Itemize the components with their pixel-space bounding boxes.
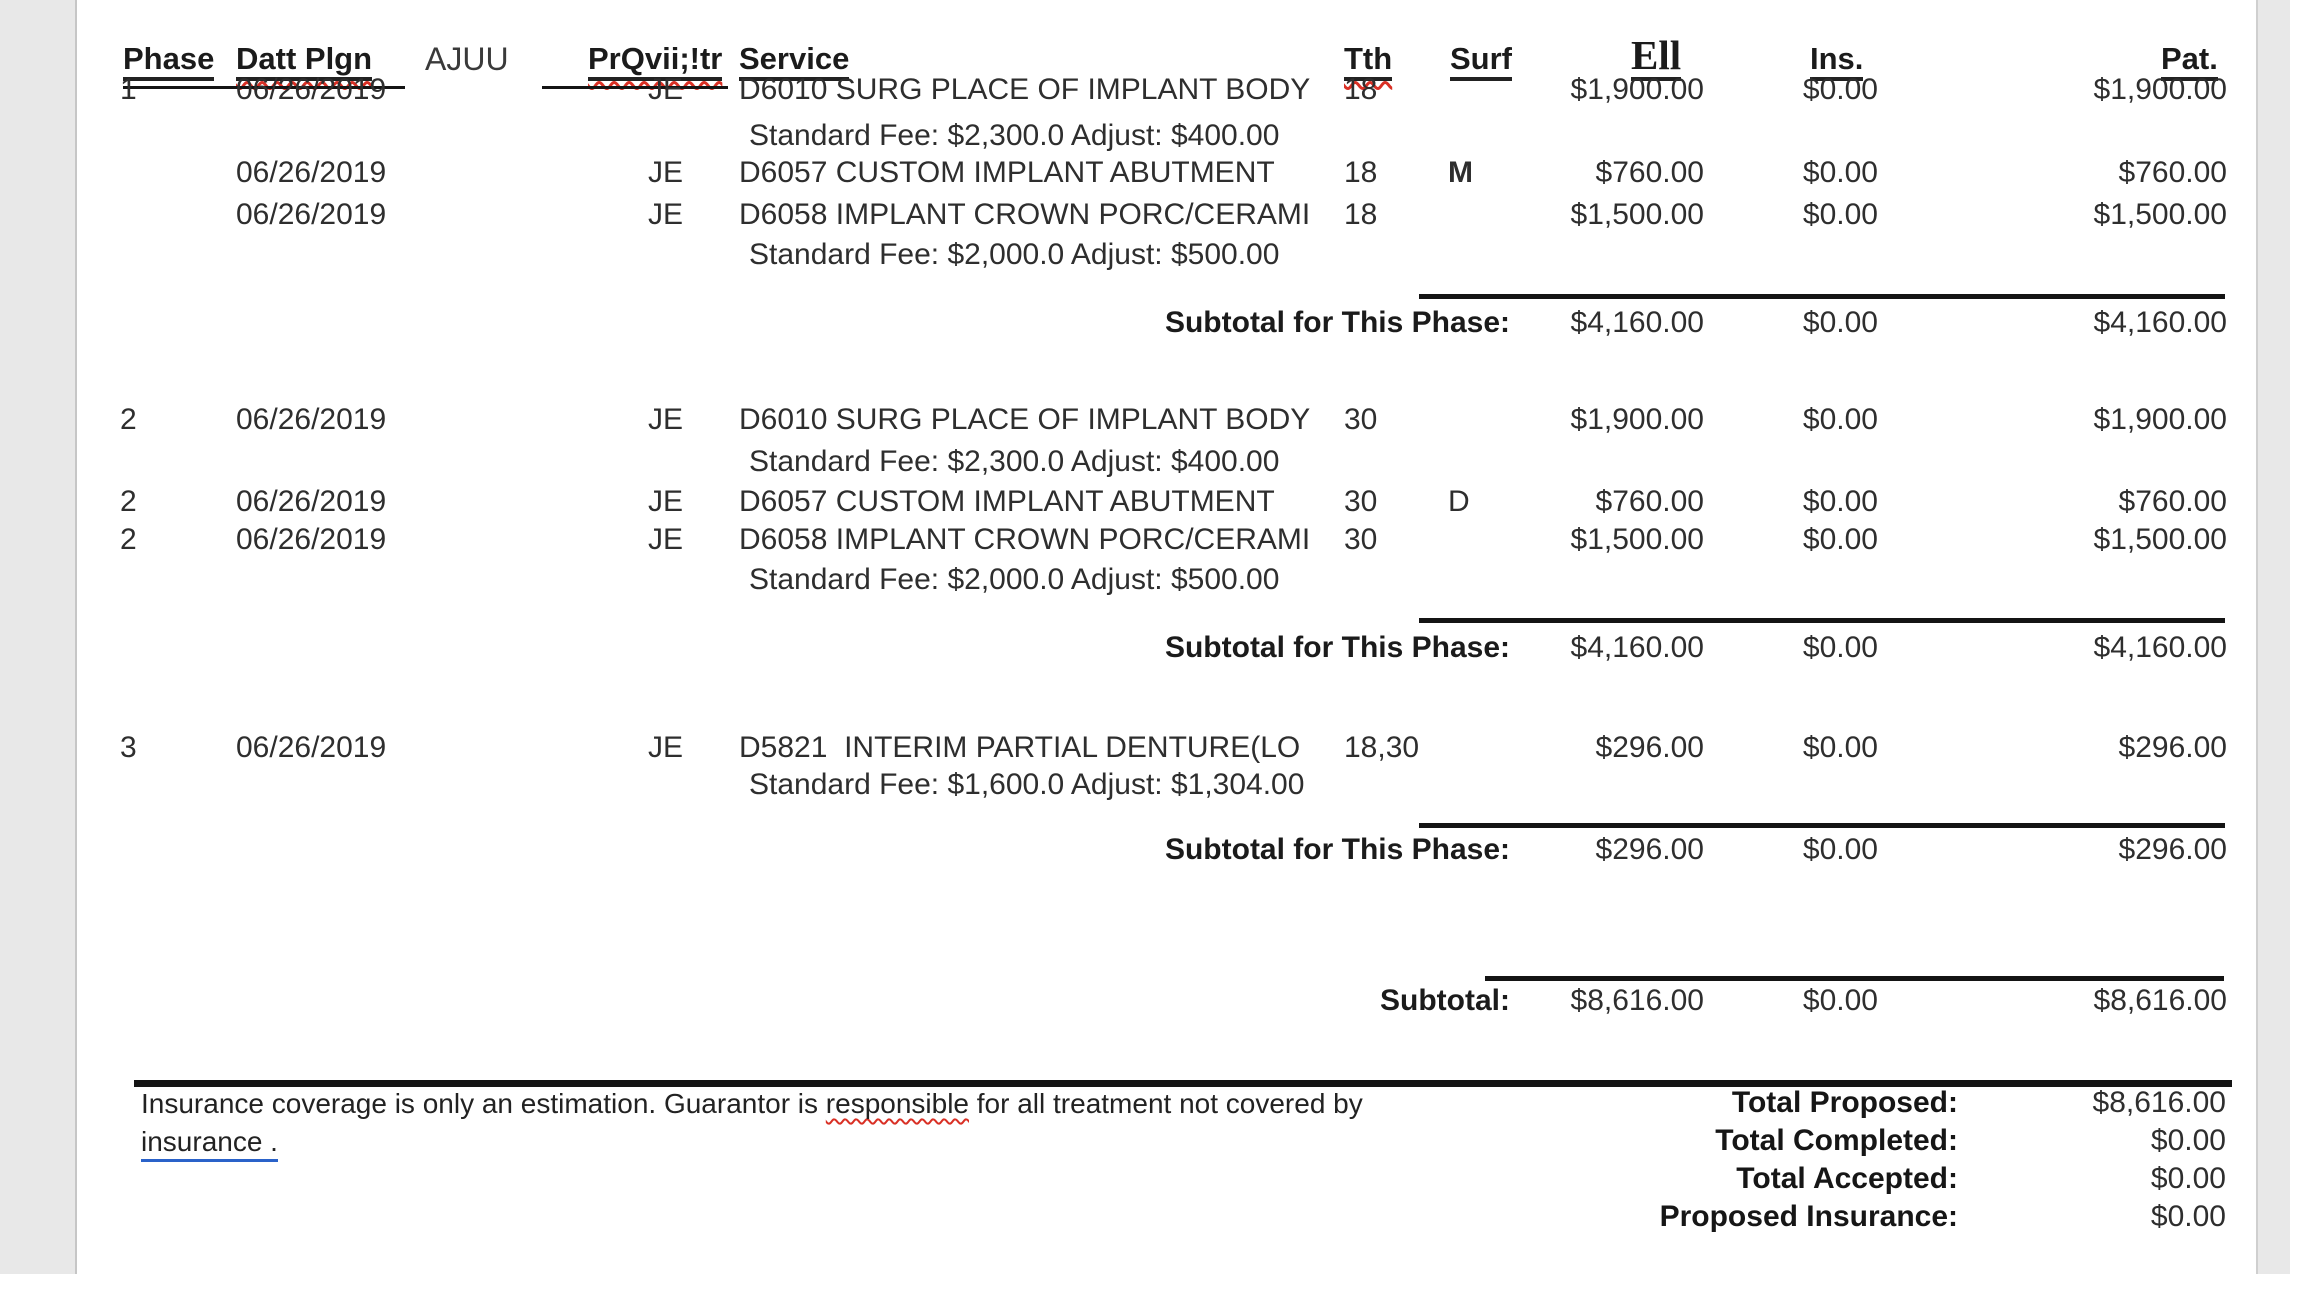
insurance-link[interactable]: insurance . — [141, 1126, 278, 1162]
phase-subtotal-label: Subtotal for This Phase: — [1164, 306, 1510, 339]
col-header-fee: Ell — [1631, 36, 1681, 81]
row-provider: JE — [648, 731, 684, 764]
grand-subtotal-label: Subtotal: — [1380, 984, 1510, 1017]
grand-subtotal-row — [0, 982, 2304, 1024]
total-proposed-label: Total Proposed: — [1731, 1086, 1958, 1119]
disclaimer-line-2 — [141, 1125, 278, 1159]
phase-subtotal-rule — [1419, 823, 2225, 828]
row-date: 06/26/2019 — [236, 523, 387, 556]
disclaimer-line-1 — [141, 1087, 1363, 1121]
row-surface: D — [1448, 485, 1470, 518]
row-tooth: 18,30 — [1344, 731, 1420, 764]
row-patient: $1,900.00 — [2093, 73, 2227, 106]
row-patient: $760.00 — [2118, 485, 2227, 518]
row-surface: M — [1448, 156, 1473, 189]
row-provider: JE — [648, 198, 684, 231]
row-fee: $1,500.00 — [1570, 523, 1704, 556]
phase-subtotal-patient: $296.00 — [2118, 833, 2227, 866]
row-tooth: 30 — [1344, 523, 1378, 556]
col-header-insurance: Ins. — [1810, 44, 1863, 81]
fee-note-row — [0, 117, 2304, 159]
row-phase-number: 2 — [120, 403, 137, 436]
phase-subtotal-fee: $296.00 — [1595, 833, 1704, 866]
col-header-tooth: Tth — [1344, 44, 1392, 81]
row-patient: $1,500.00 — [2093, 523, 2227, 556]
col-header-surface: Surf — [1450, 44, 1512, 81]
row-tooth: 30 — [1344, 485, 1378, 518]
total-proposed-value: $8,616.00 — [2092, 1086, 2226, 1119]
row-tooth: 18 — [1344, 156, 1378, 189]
phase-subtotal-patient: $4,160.00 — [2093, 306, 2227, 339]
col-header-date-plan: Datt Plgn — [236, 44, 372, 81]
row-provider: JE — [648, 485, 684, 518]
row-date: 06/26/2019 — [236, 73, 387, 106]
row-date: 06/26/2019 — [236, 156, 387, 189]
row-patient: $1,500.00 — [2093, 198, 2227, 231]
standard-fee-note: Standard Fee: $2,000.0 Adjust: $500.00 — [749, 563, 1280, 596]
fee-note-row — [0, 443, 2304, 485]
row-service: D5821 INTERIM PARTIAL DENTURE(LO — [739, 731, 1301, 764]
total-accepted-value: $0.00 — [2150, 1162, 2226, 1195]
standard-fee-note: Standard Fee: $2,000.0 Adjust: $500.00 — [749, 238, 1280, 271]
row-phase-number: 1 — [120, 73, 137, 106]
phase-subtotal-fee: $4,160.00 — [1570, 306, 1704, 339]
row-service: D6058 IMPLANT CROWN PORC/CERAMI — [739, 523, 1311, 556]
row-fee: $760.00 — [1595, 485, 1704, 518]
standard-fee-note: Standard Fee: $1,600.0 Adjust: $1,304.00 — [749, 768, 1305, 801]
row-insurance: $0.00 — [1802, 731, 1878, 764]
row-service: D6057 CUSTOM IMPLANT ABUTMENT — [739, 156, 1275, 189]
total-completed-label: Total Completed: — [1715, 1124, 1958, 1157]
row-fee: $1,900.00 — [1570, 403, 1704, 436]
row-insurance: $0.00 — [1802, 73, 1878, 106]
row-insurance: $0.00 — [1802, 403, 1878, 436]
phase-subtotal-row — [0, 831, 2304, 873]
row-provider: JE — [648, 523, 684, 556]
row-service: D6057 CUSTOM IMPLANT ABUTMENT — [739, 485, 1275, 518]
standard-fee-note: Standard Fee: $2,300.0 Adjust: $400.00 — [749, 119, 1280, 152]
row-insurance: $0.00 — [1802, 523, 1878, 556]
col-header-patient: Pat. — [2161, 44, 2218, 81]
treatment-row — [0, 401, 2304, 443]
treatment-row — [0, 729, 2304, 771]
phase-subtotal-insurance: $0.00 — [1802, 306, 1878, 339]
proposed-insurance-label: Proposed Insurance: — [1659, 1200, 1958, 1233]
row-date: 06/26/2019 — [236, 731, 387, 764]
row-service: D6010 SURG PLACE OF IMPLANT BODY — [739, 403, 1311, 436]
row-phase-number: 3 — [120, 731, 137, 764]
disclaimer-text: for all treatment not covered by — [969, 1088, 1363, 1119]
fee-note-row — [0, 561, 2304, 603]
row-provider: JE — [648, 156, 684, 189]
phase-subtotal-row — [0, 304, 2304, 346]
row-fee: $760.00 — [1595, 156, 1704, 189]
phase-subtotal-rule — [1419, 294, 2225, 299]
row-insurance: $0.00 — [1802, 485, 1878, 518]
phase-subtotal-fee: $4,160.00 — [1570, 631, 1704, 664]
phase-subtotal-row — [0, 629, 2304, 671]
row-patient: $1,900.00 — [2093, 403, 2227, 436]
col-header-provider: PrQvii;!tr — [588, 44, 722, 81]
grand-subtotal-rule — [1485, 976, 2224, 981]
misspelled-word: responsible — [825, 1088, 969, 1119]
row-patient: $760.00 — [2118, 156, 2227, 189]
total-completed-value: $0.00 — [2150, 1124, 2226, 1157]
row-fee: $1,500.00 — [1570, 198, 1704, 231]
row-phase-number: 2 — [120, 485, 137, 518]
total-accepted-label: Total Accepted: — [1736, 1162, 1958, 1195]
proposed-insurance-value: $0.00 — [2150, 1200, 2226, 1233]
col-header-phase: Phase — [123, 44, 214, 81]
phase-subtotal-rule — [1419, 618, 2225, 623]
treatment-row — [0, 483, 2304, 525]
phase-subtotal-patient: $4,160.00 — [2093, 631, 2227, 664]
row-insurance: $0.00 — [1802, 156, 1878, 189]
row-provider: JE — [648, 73, 684, 106]
col-header-service: Service — [739, 44, 849, 81]
fee-note-row — [0, 236, 2304, 278]
row-provider: JE — [648, 403, 684, 436]
row-service: D6058 IMPLANT CROWN PORC/CERAMI — [739, 198, 1311, 231]
treatment-row — [0, 196, 2304, 238]
row-tooth: 30 — [1344, 403, 1378, 436]
standard-fee-note: Standard Fee: $2,300.0 Adjust: $400.00 — [749, 445, 1280, 478]
row-date: 06/26/2019 — [236, 485, 387, 518]
row-tooth: 18 — [1344, 73, 1378, 106]
row-fee: $1,900.00 — [1570, 73, 1704, 106]
row-tooth: 18 — [1344, 198, 1378, 231]
phase-subtotal-insurance: $0.00 — [1802, 631, 1878, 664]
phase-subtotal-label: Subtotal for This Phase: — [1164, 833, 1510, 866]
row-service: D6010 SURG PLACE OF IMPLANT BODY — [739, 73, 1311, 106]
grand-subtotal-fee: $8,616.00 — [1570, 984, 1704, 1017]
treatment-row — [0, 521, 2304, 563]
row-date: 06/26/2019 — [236, 403, 387, 436]
row-phase-number: 2 — [120, 523, 137, 556]
row-fee: $296.00 — [1595, 731, 1704, 764]
row-insurance: $0.00 — [1802, 198, 1878, 231]
fee-note-row — [0, 766, 2304, 808]
treatment-row — [0, 71, 2304, 113]
phase-subtotal-label: Subtotal for This Phase: — [1164, 631, 1510, 664]
col-header-ajuu: AJUU — [425, 41, 509, 77]
grand-subtotal-insurance: $0.00 — [1802, 984, 1878, 1017]
row-date: 06/26/2019 — [236, 198, 387, 231]
treatment-row — [0, 154, 2304, 196]
grand-subtotal-patient: $8,616.00 — [2093, 984, 2227, 1017]
disclaimer-text: Insurance coverage is only an estimation. Guarantor is — [141, 1088, 826, 1119]
phase-subtotal-insurance: $0.00 — [1802, 833, 1878, 866]
row-patient: $296.00 — [2118, 731, 2227, 764]
